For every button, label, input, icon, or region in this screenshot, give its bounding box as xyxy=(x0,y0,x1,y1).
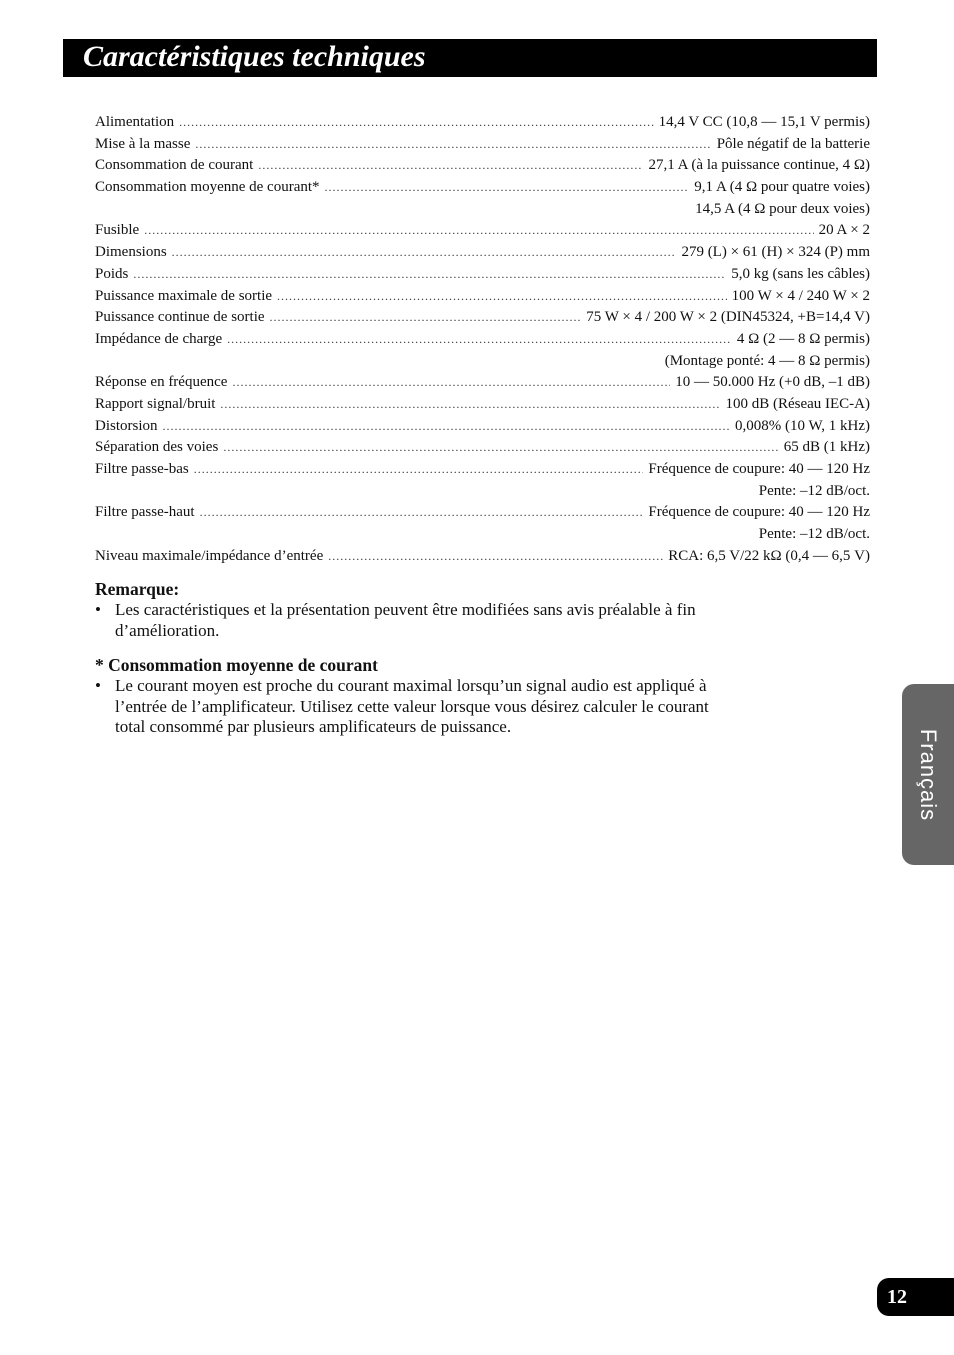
dot-leader xyxy=(232,372,670,394)
spec-row xyxy=(95,242,870,264)
spec-label: Consommation moyenne de courant* xyxy=(95,179,320,196)
spec-row xyxy=(95,394,870,416)
spec-value: RCA: 6,5 V/22 kΩ (0,4 — 6,5 V) xyxy=(668,547,870,564)
consommation-text: Le courant moyen est proche du courant maximal lorsqu’un signal audio est appliqué à l’entrée de l’amplificateur. Utilisez cette valeur lorsque vous désirez calculer le courant total consommé par plusieurs amplificateurs de puissance. xyxy=(115,676,709,736)
dot-leader xyxy=(258,155,643,177)
spec-label: Poids xyxy=(95,265,129,282)
spec-label: Distorsion xyxy=(95,417,158,434)
bullet: • xyxy=(95,676,101,695)
spec-row xyxy=(95,155,870,177)
spec-value-continuation: (Montage ponté: 4 — 8 Ω permis) xyxy=(664,352,870,369)
remarque-section xyxy=(95,578,725,641)
spec-row xyxy=(95,264,870,286)
spec-row xyxy=(95,372,870,394)
spec-label: Dimensions xyxy=(95,244,167,261)
spec-row xyxy=(95,177,870,199)
spec-row xyxy=(95,220,870,242)
dot-leader xyxy=(328,546,663,568)
dot-leader xyxy=(277,286,727,308)
dot-leader xyxy=(270,307,582,329)
page-title: Caractéristiques techniques xyxy=(83,40,426,73)
spec-row xyxy=(95,134,870,156)
spec-row xyxy=(95,546,870,568)
spec-row xyxy=(95,437,870,459)
spec-label: Réponse en fréquence xyxy=(95,374,228,391)
spec-row xyxy=(95,112,870,134)
page-number-badge xyxy=(877,1278,954,1316)
specifications-list xyxy=(95,112,870,567)
spec-value: Fréquence de coupure: 40 — 120 Hz xyxy=(648,504,870,521)
spec-value-continuation: Pente: –12 dB/oct. xyxy=(758,526,870,543)
spec-row xyxy=(95,459,870,481)
spec-value: Pôle négatif de la batterie xyxy=(716,135,870,152)
consommation-section xyxy=(95,654,725,738)
dot-leader xyxy=(220,394,720,416)
spec-value: Fréquence de coupure: 40 — 120 Hz xyxy=(648,461,870,477)
spec-row xyxy=(95,286,870,308)
title-bar xyxy=(63,39,877,77)
spec-value: 10 — 50.000 Hz (+0 dB, –1 dB) xyxy=(675,374,870,391)
dot-leader xyxy=(179,112,653,134)
spec-value: 279 (L) × 61 (H) × 324 (P) mm xyxy=(681,244,870,261)
remarque-heading: Remarque: xyxy=(95,579,180,599)
dot-leader xyxy=(195,134,711,156)
spec-value: 14,4 V CC (10,8 — 15,1 V permis) xyxy=(658,114,870,130)
remarque-text: Les caractéristiques et la présentation peuvent être modifiées sans avis préalable à fin d’amélioration. xyxy=(115,600,696,640)
dot-leader xyxy=(144,220,813,242)
dot-leader xyxy=(133,264,726,286)
spec-value: 9,1 A (4 Ω pour quatre voies) xyxy=(694,179,870,196)
spec-value: 100 W × 4 / 240 W × 2 xyxy=(731,287,870,304)
consommation-heading: * Consommation moyenne de courant xyxy=(95,655,378,675)
spec-label: Alimentation xyxy=(95,114,175,130)
dot-leader xyxy=(325,177,690,199)
spec-value: 65 dB (1 kHz) xyxy=(783,439,870,456)
spec-label: Impédance de charge xyxy=(95,330,223,347)
spec-value: 0,008% (10 W, 1 kHz) xyxy=(735,417,870,434)
spec-value-continuation: 14,5 A (4 Ω pour deux voies) xyxy=(695,200,870,217)
spec-label: Puissance continue de sortie xyxy=(95,309,265,326)
spec-label: Puissance maximale de sortie xyxy=(95,287,273,304)
language-tab xyxy=(902,684,954,865)
dot-leader xyxy=(223,437,778,459)
dot-leader xyxy=(172,242,677,264)
spec-label: Fusible xyxy=(95,222,140,239)
spec-row xyxy=(95,307,870,329)
spec-value: 100 dB (Réseau IEC-A) xyxy=(725,395,870,412)
page-number: 12 xyxy=(887,1286,907,1308)
dot-leader xyxy=(227,329,732,351)
remarque-item xyxy=(95,600,725,641)
spec-label: Séparation des voies xyxy=(95,439,219,456)
spec-value: 5,0 kg (sans les câbles) xyxy=(731,265,870,282)
spec-row xyxy=(95,416,870,438)
spec-value: 20 A × 2 xyxy=(818,222,870,239)
spec-label: Consommation de courant xyxy=(95,157,254,174)
language-label: Français xyxy=(916,728,941,821)
bullet: • xyxy=(95,600,101,619)
dot-leader xyxy=(200,502,644,524)
spec-label: Mise à la masse xyxy=(95,135,191,152)
dot-leader xyxy=(194,459,644,481)
dot-leader xyxy=(163,416,730,438)
spec-value: 4 Ω (2 — 8 Ω permis) xyxy=(736,330,870,347)
spec-row xyxy=(95,502,870,524)
spec-label: Filtre passe-bas xyxy=(95,461,189,477)
spec-value-continuation: Pente: –12 dB/oct. xyxy=(758,482,870,499)
spec-value: 27,1 A (à la puissance continue, 4 Ω) xyxy=(648,157,870,174)
spec-row xyxy=(95,329,870,351)
spec-value: 75 W × 4 / 200 W × 2 (DIN45324, +B=14,4 V) xyxy=(586,309,870,326)
spec-label: Rapport signal/bruit xyxy=(95,395,216,412)
consommation-item xyxy=(95,676,725,738)
spec-label: Niveau maximale/impédance d’entrée xyxy=(95,547,324,564)
spec-label: Filtre passe-haut xyxy=(95,504,195,521)
notes-section xyxy=(95,578,725,738)
